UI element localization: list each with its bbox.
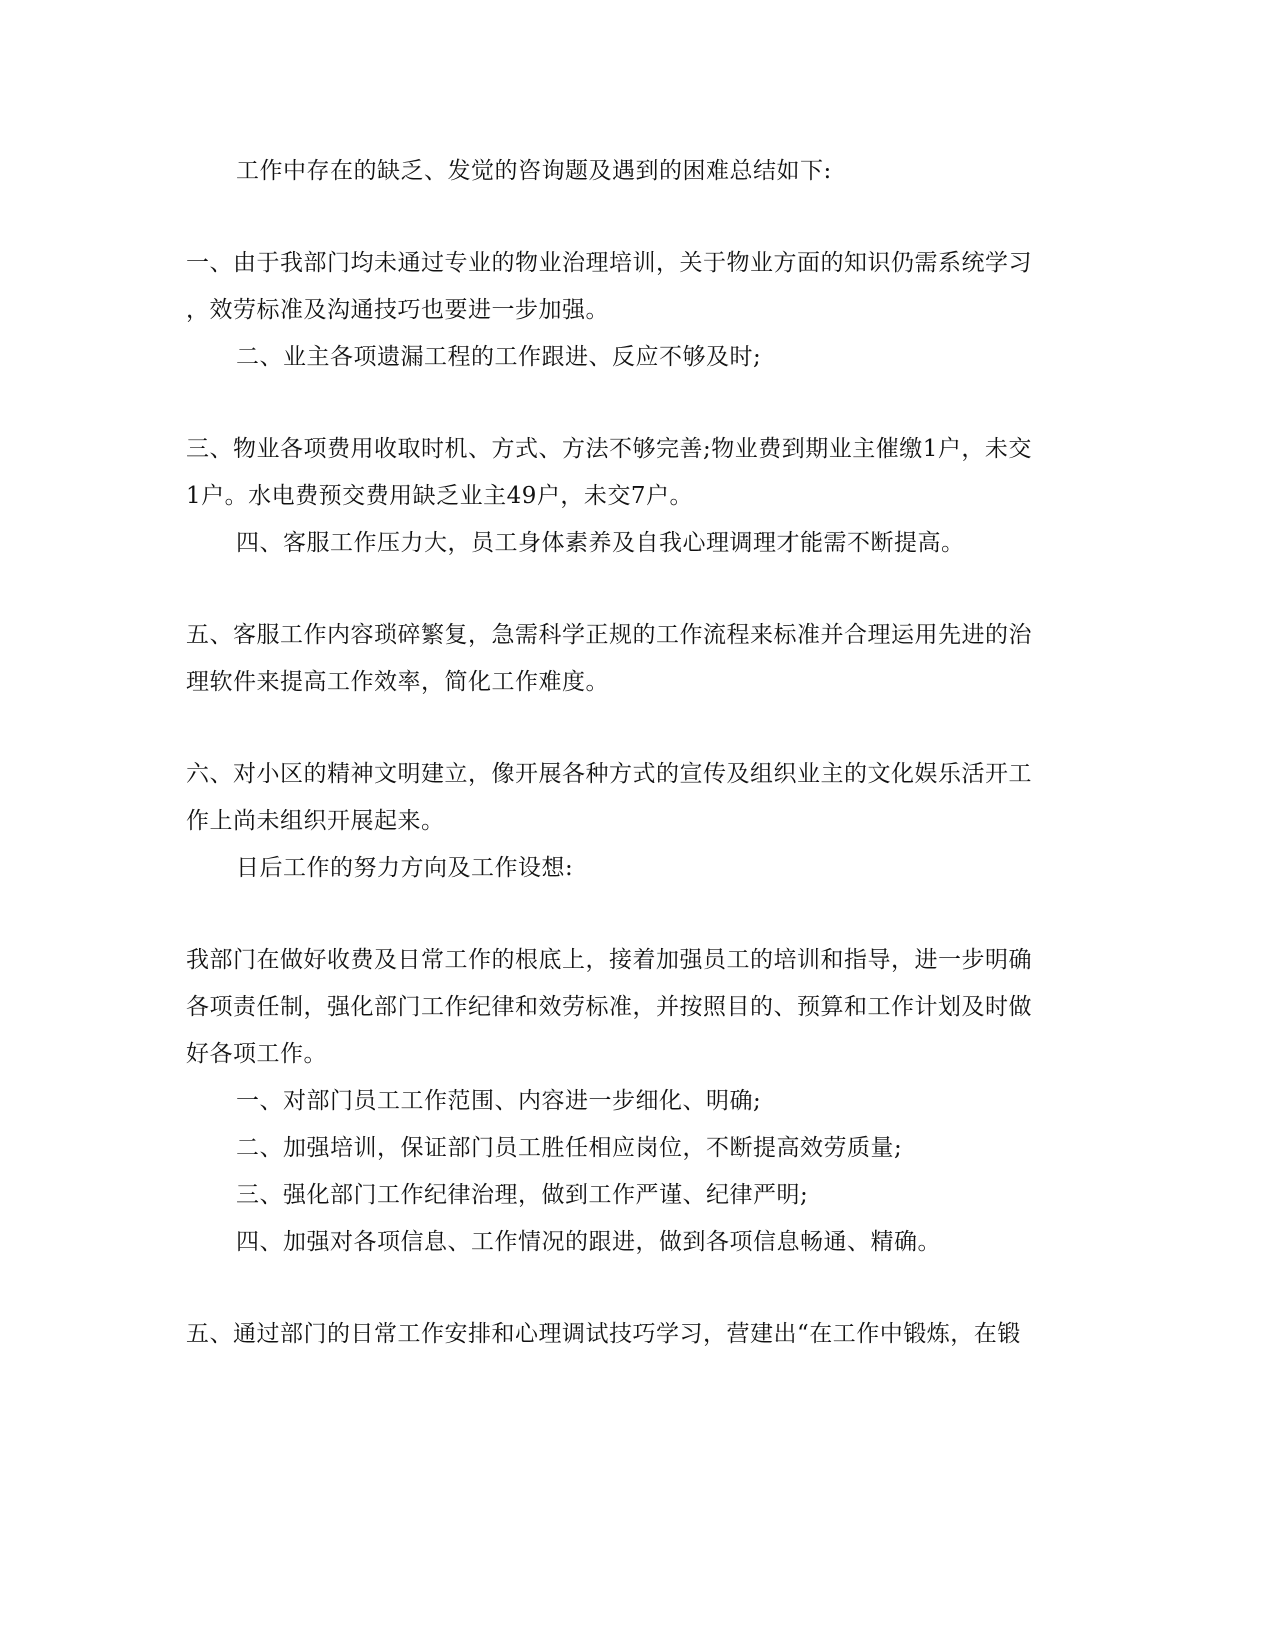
text-line: 三、强化部门工作纪律治理，做到工作严谨、纪律严明; [236,1182,809,1208]
text-line: 理软件来提高工作效率，简化工作难度。 [186,669,609,695]
text-line: 四、客服工作压力大，员工身体素养及自我心理调理才能需不断提高。 [236,530,965,556]
text-line: 日后工作的努力方向及工作设想: [236,855,574,881]
text-line: 我部门在做好收费及日常工作的根底上，接着加强员工的培训和指导，进一步明确 [186,947,1032,973]
text-line: ，效劳标准及沟通技巧也要进一步加强。 [186,297,609,323]
text-line: 五、客服工作内容琐碎繁复，急需科学正规的工作流程来标准并合理运用先进的治 [186,622,1032,648]
text-line: 各项责任制，强化部门工作纪律和效劳标准，并按照目的、预算和工作计划及时做 [186,994,1032,1020]
text-line: 六、对小区的精神文明建立，像开展各种方式的宣传及组织业主的文化娱乐活开工 [186,761,1032,787]
text-line: 一、由于我部门均未通过专业的物业治理培训，关于物业方面的知识仍需系统学习 [186,250,1032,276]
text-line: 工作中存在的缺乏、发觉的咨询题及遇到的困难总结如下: [236,158,832,184]
text-line: 三、物业各项费用收取时机、方式、方法不够完善;物业费到期业主催缴1户，未交 [186,436,1032,462]
text-line: 1户。水电费预交费用缺乏业主49户，未交7户。 [186,483,694,509]
text-line: 作上尚未组织开展起来。 [186,808,445,834]
text-line: 二、业主各项遗漏工程的工作跟进、反应不够及时; [236,344,762,370]
text-line: 好各项工作。 [186,1041,327,1067]
text-line: 五、通过部门的日常工作安排和心理调试技巧学习，营建出“在工作中锻炼，在锻 [186,1321,1021,1347]
text-line: 二、加强培训，保证部门员工胜任相应岗位，不断提高效劳质量; [236,1135,903,1161]
text-line: 一、对部门员工工作范围、内容进一步细化、明确; [236,1088,762,1114]
text-line: 四、加强对各项信息、工作情况的跟进，做到各项信息畅通、精确。 [236,1229,941,1255]
